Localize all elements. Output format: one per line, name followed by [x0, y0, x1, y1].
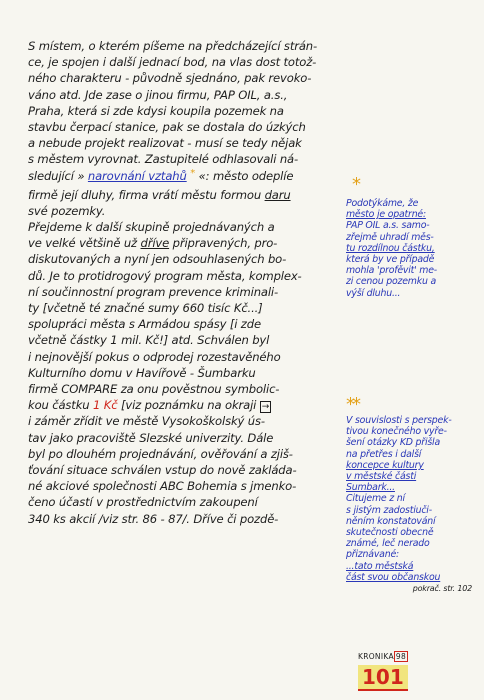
- text-fragment: ve velké většině už: [28, 236, 141, 251]
- text-line: tav jako pracoviště Slezské univerzity. Dále: [28, 430, 274, 445]
- note-line: Citujeme z ní: [346, 493, 405, 505]
- text-line: i záměr zřídit ve městě Vysokoškolský ús-: [28, 414, 265, 429]
- text-line: ce, je spojen i další jednací bod, na vlas dost totož-: [28, 55, 317, 70]
- text-fragment: «: město odeplíe: [198, 168, 294, 183]
- note-line: tu rozdílnou částku,: [346, 242, 435, 254]
- note-line: město je opatrné:: [346, 209, 426, 221]
- text-line: [28, 187, 330, 203]
- margin-note-1: [346, 198, 472, 299]
- text-line: [28, 168, 330, 187]
- note-line: tivou konečného vyře-: [346, 426, 447, 438]
- text-line: Praha, která si zde kdysi koupila pozemek na: [28, 103, 284, 118]
- note-line: Podotýkáme, že: [346, 198, 419, 209]
- text-line: Přejdeme k další skupině projednávaných a: [28, 220, 275, 235]
- text-line: firmě COMPARE za onu pověstnou symbolic-: [28, 382, 280, 397]
- text-line: i nejnovější pokus o odprodej rozestavěného: [28, 349, 281, 364]
- arrow-right-icon: →: [261, 402, 270, 413]
- note-line: známé, leč nerado: [346, 538, 430, 550]
- chronicle-year: 98: [395, 652, 407, 661]
- text-line: 340 ks akcií /viz str. 86 - 87/. Dříve či pozdě-: [28, 511, 279, 526]
- note-line: na přetřes i další: [346, 448, 422, 460]
- note-line: PAP OIL a.s. samo-: [346, 220, 430, 232]
- note-line: zřejmě uhradí měs-: [346, 231, 434, 243]
- text-fragment: kou částku: [28, 398, 94, 413]
- text-line: včetně částky 1 mil. Kč!] atd. Schválen byl: [28, 333, 270, 348]
- main-handwritten-text: [28, 38, 330, 527]
- note-line: Šumbark...: [346, 482, 395, 494]
- text-line: stavbu čerpací stanice, pak se dostala do úzkých: [28, 120, 306, 135]
- note-line: skutečnosti obecně: [346, 527, 434, 539]
- text-line: váno atd. Jde zase o jinou firmu, PAP OIL, a.s.,: [28, 87, 288, 102]
- text-line: ťování situace schválen vstup do nově zakláda-: [28, 463, 297, 478]
- text-line: ní součinnostní program prevence kriminali-: [28, 284, 279, 299]
- note-line: v městské části: [346, 471, 417, 483]
- note-line: ...tato městská: [346, 560, 414, 572]
- text-line: diskutovaných a nyní jen odsouhlasených bo-: [28, 252, 287, 267]
- highlighted-amount: 1 Kč: [93, 398, 118, 413]
- underlined-word: daru: [264, 187, 291, 202]
- text-fragment: připravených, pro-: [169, 236, 278, 251]
- text-fragment: sledující: [28, 168, 74, 183]
- text-line: ty [včetně té značné sumy 660 tisíc Kč...]: [28, 301, 263, 316]
- text-line: dů. Je to protidrogový program města, komplex-: [28, 268, 302, 283]
- text-fragment: firmě její dluhy, firma vrátí městu formou: [28, 187, 265, 202]
- quote-mark: »: [77, 168, 85, 183]
- asterisk-icon: *: [352, 174, 361, 195]
- chronicle-title: KRONIKA: [358, 652, 394, 661]
- text-line: s městem vyrovnat. Zastupitelé odhlasovali ná-: [28, 152, 299, 167]
- note-line: přiznávané:: [346, 549, 399, 561]
- note-line: šení otázky KD přišla: [346, 437, 441, 449]
- note-line: výší dluhu...: [346, 287, 401, 299]
- note-line: V souvislosti s perspek-: [346, 415, 452, 426]
- text-line: né akciové společnosti ABC Bohemia s jmenko-: [28, 479, 297, 494]
- text-line: S místem, o kterém píšeme na předcházející strán-: [28, 39, 318, 53]
- text-fragment: [viz poznámku na okraji: [117, 398, 257, 413]
- text-line: ného charakteru - původně sjednáno, pak revoko-: [28, 71, 312, 86]
- highlighted-term: narovnání vztahů: [87, 168, 187, 183]
- text-line: byl po dlouhém projednávání, ověřování a zjiš-: [28, 446, 293, 461]
- continuation-note: pokrač. str. 102: [412, 584, 472, 594]
- text-line: čeno účastí v prostřednictvím zakoupení: [28, 495, 258, 510]
- page-number: 101: [358, 665, 408, 691]
- note-line: která by ve případě: [346, 254, 435, 266]
- margin-note-2: [346, 415, 472, 594]
- note-line: koncepce kultury: [346, 459, 424, 471]
- text-line: své pozemky.: [28, 203, 106, 218]
- text-line: spolupráci města s Armádou spásy [i zde: [28, 317, 261, 332]
- note-line: s jistým zadostiuči-: [346, 504, 432, 516]
- note-line: část svou občanskou: [346, 571, 441, 583]
- asterisk-ref-icon: *: [190, 167, 196, 179]
- note-line: něním konstatování: [346, 515, 436, 527]
- underlined-word: dříve: [140, 236, 170, 251]
- double-asterisk-icon: **: [346, 394, 358, 415]
- text-line: Kulturního domu v Havířově - Šumbarku: [28, 365, 256, 380]
- text-line: [28, 235, 330, 251]
- text-line: [28, 397, 330, 413]
- page-footer: [358, 652, 408, 689]
- chronicle-label: [358, 652, 408, 661]
- note-line: zi cenou pozemku a: [346, 276, 437, 288]
- note-line: mohla 'profěvit' me-: [346, 265, 437, 277]
- text-line: a nebude projekt realizovat - musí se tedy nějak: [28, 136, 302, 151]
